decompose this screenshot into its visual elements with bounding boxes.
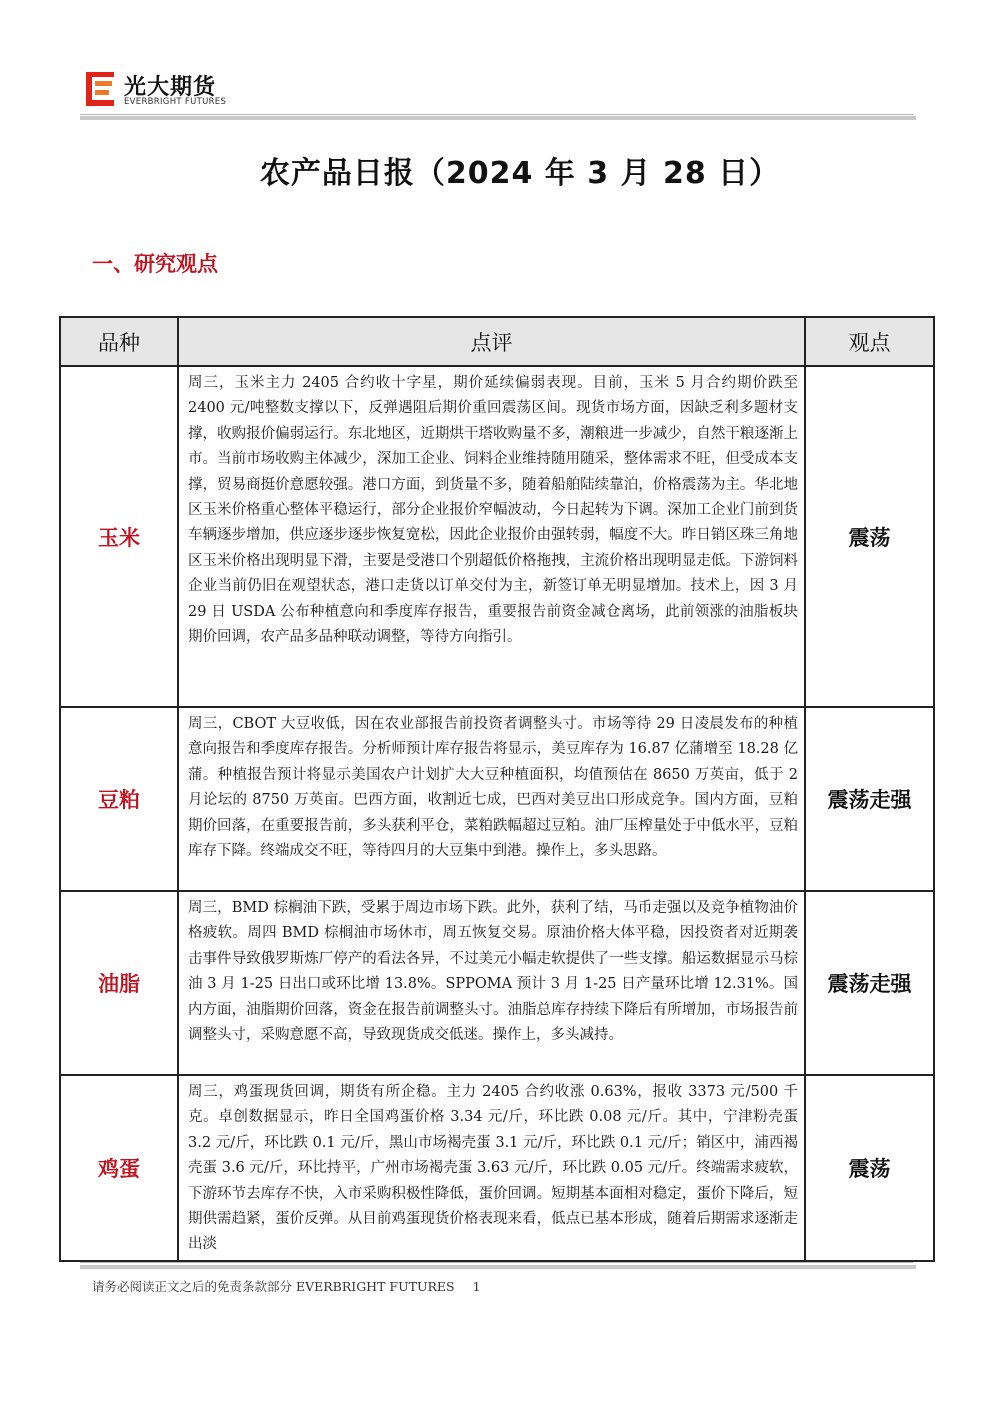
view-cell: 震荡 — [805, 366, 934, 707]
table-row-oils — [60, 891, 934, 1075]
footer — [92, 1277, 481, 1295]
view-cell: 震荡走强 — [805, 891, 934, 1075]
comment-cell: 周三，玉米主力 2405 合约收十字星，期价延续偏弱表现。目前，玉米 5 月合约期价跌至 2400 元/吨整数支撑以下，反弹遇阻后期价重回震荡区间。现货市场方面，因缺乏利多题材支撑，收购报价偏弱运行。东北地区，近期烘干塔收购量不多，潮粮进一步减少，自然干粮逐渐上市。当前市场收购主体减少，深加工企业、饲料企业维持随用随采，整体需求不旺，但受成本支撑，贸易商挺价意愿较强。港口方面，到货量不多，随着船舶陆续靠泊，价格震荡为主。华北地区玉米价格重心整体平稳运行，部分企业报价窄幅波动，今日起转为下调。深加工企业门前到货车辆逐步增加，供应逐步逐步恢复宽松，因此企业报价由强转弱，幅度不大。昨日销区珠三角地区玉米价格出现明显下滑，主要是受港口个别超低价格拖拽，主流价格出现明显走低。下游饲料企业当前仍旧在观望状态，港口走货以订单交付为主，新签订单无明显增加。技术上，因 3 月 29 日 USDA 公布种植意向和季度库存报告，重要报告前资金减仓离场，此前领涨的油脂板块期价回调，农产品多品种联动调整，等待方向指引。 — [178, 366, 805, 707]
page-number: 1 — [472, 1279, 481, 1294]
header-variety: 品种 — [60, 317, 178, 366]
company-logo — [86, 72, 246, 108]
variety-cell: 油脂 — [60, 891, 178, 1075]
table-header-row — [60, 317, 934, 366]
table-row-corn — [60, 366, 934, 707]
view-cell: 震荡 — [805, 1075, 934, 1261]
header-divider — [80, 114, 913, 115]
section-heading: 一、研究观点 — [92, 252, 218, 276]
comment-cell: 周三，CBOT 大豆收低，因在农业部报告前投资者调整头寸。市场等待 29 日凌晨发布的种植意向报告和季度库存报告。分析师预计库存报告将显示，美豆库存为 16.87 亿蒲增至 18.28 亿蒲。种植报告预计将显示美国农户计划扩大大豆种植面积，均值预估在 8650 万英亩，低于 2 月论坛的 8750 万英亩。巴西方面，收割近七成，巴西对美豆出口形成竞争。国内方面，豆粕期价回落，在重要报告前，多头获利平仓，菜粕跌幅超过豆粕。油厂压榨量处于中低水平，豆粕库存下降。终端成交不旺，等待四月的大豆集中到港。操作上，多头思路。 — [178, 707, 805, 891]
disclaimer-notice: 请务必阅读正文之后的免责条款部分 EVERBRIGHT FUTURES — [92, 1279, 455, 1294]
header-comment: 点评 — [178, 317, 805, 366]
table-row-eggs — [60, 1075, 934, 1261]
comment-cell: 周三，BMD 棕榈油下跌，受累于周边市场下跌。此外，获利了结，马币走强以及竞争植物油价格疲软。周四 BMD 棕榈油市场休市，周五恢复交易。原油价格大体平稳，因投资者对近期袭击事件导致俄罗斯炼厂停产的看法各异，不过美元小幅走软提供了一些支撑。船运数据显示马棕油 3 月 1-25 日出口或环比增 13.8%。SPPOMA 预计 3 月 1-25 日产量环比增 12.31%。国内方面，油脂期价回落，资金在报告前调整头寸。油脂总库存持续下降后有所增加，市场报告前调整头寸，采购意愿不高，导致现货成交低迷。操作上，多头减持。 — [178, 891, 805, 1075]
logo-mark-icon — [86, 72, 116, 106]
comment-text-clipped: 周三，鸡蛋现货回调，期货有所企稳。主力 2405 合约收涨 0.63%，报收 3373 元/500 千克。卓创数据显示，昨日全国鸡蛋价格 3.34 元/斤，环比跌 0.08 元/斤。其中，宁津粉壳蛋 3.2 元/斤，环比跌 0.1 元/斤，黑山市场褐壳蛋 3.1 元/斤，环比跌 0.1 元/斤；销区中，浦西褐壳蛋 3.6 元/斤，环比持平，广州市场褐壳蛋 3.63 元/斤，环比跌 0.05 元/斤。终端需求疲软，下游环节去库存不快，入市采购积极性降低，蛋价回调。短期基本面相对稳定，蛋价下降后，短期供需趋紧，蛋价反弹。从目前鸡蛋现货价格表现来看，低点已基本形成，随着后期需求逐渐走出淡 — [188, 1084, 798, 1253]
comment-cell — [178, 1075, 805, 1261]
logo-name-cn: 光大期货 — [124, 75, 217, 100]
page-title: 农产品日报（2024 年 3 月 28 日） — [259, 156, 781, 191]
view-cell: 震荡走强 — [805, 707, 934, 891]
header-view: 观点 — [805, 317, 934, 366]
variety-cell: 玉米 — [60, 366, 178, 707]
footer-shadow-bar — [80, 1265, 916, 1269]
logo-name-en: EVERBRIGHT FUTURES — [124, 97, 227, 107]
variety-cell: 豆粕 — [60, 707, 178, 891]
variety-cell: 鸡蛋 — [60, 1075, 178, 1261]
research-view-table — [59, 316, 935, 1262]
header-shadow-bar — [80, 116, 916, 120]
table-row-soymeal — [60, 707, 934, 891]
footer-divider — [80, 1262, 913, 1263]
